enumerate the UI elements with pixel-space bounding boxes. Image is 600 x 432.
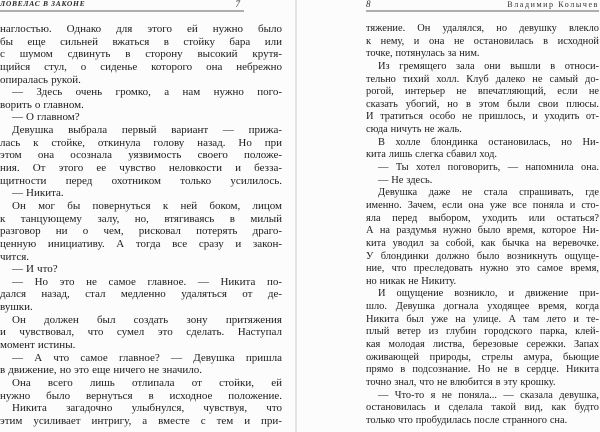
text-line: Он мог бы повернуться к ней боком, лицом bbox=[12, 199, 282, 212]
text-line: — Что-то я не поняла... — сказала девушка, bbox=[378, 389, 599, 401]
text-line: дался назад, стал медленно удаляться от де- bbox=[0, 288, 282, 301]
right-running-head bbox=[366, 0, 599, 10]
text-line: Он должен был создать зону притяжения bbox=[12, 313, 282, 326]
text-line: разговор ни о чем, рисковал потерять драго- bbox=[0, 225, 282, 238]
text-line: чится. bbox=[0, 250, 30, 263]
text-line: И тратиться особо не пришлось, и уходить от- bbox=[366, 111, 599, 123]
text-line: сказать убогий, но в этом были свои плюсы. bbox=[366, 98, 599, 110]
text-line: прямо в подсознание. Но не в сердце. Никита bbox=[366, 364, 599, 376]
text-line: — Не здесь. bbox=[378, 174, 433, 186]
text-line: ния. От этого ее чувство неловкости и безза- bbox=[0, 162, 282, 175]
right-text-column bbox=[366, 23, 599, 428]
text-line: Никита был уже на улице. А там лето и те- bbox=[366, 313, 599, 325]
text-line: но никак не Никиту. bbox=[366, 275, 457, 287]
text-line: щийся стул, о сиденье которого она небрежно bbox=[0, 60, 282, 73]
text-line: оживающей природы, стрелы амура, бьющие bbox=[366, 351, 599, 363]
text-line: рогой, интерьер не впечатляющий, если не bbox=[366, 86, 599, 98]
text-line: Девушка выбрала первый вариант — прижа- bbox=[12, 124, 282, 137]
header-rule bbox=[366, 10, 599, 12]
text-line: кая молодая листва, березовые сережки. Запах bbox=[366, 339, 599, 351]
author-name: Владимир Колычев bbox=[507, 0, 599, 9]
left-running-head bbox=[0, 0, 244, 10]
text-line: ние, что преследовать нужно это самое время, bbox=[366, 263, 599, 275]
text-line: ценную инициативу. А тогда все сразу и закон- bbox=[0, 237, 282, 250]
text-line: яла перед выбором, уходить или остаться? bbox=[366, 212, 599, 224]
text-line: и чувствовал, что сумел это сделать. Наступал bbox=[0, 326, 282, 339]
book-title: ЛОВЕЛАС В ЗАКОНЕ bbox=[0, 0, 86, 8]
left-page bbox=[0, 0, 295, 432]
text-line: — А что самое главное? — Девушка пришла bbox=[12, 351, 282, 364]
text-line: — Но это не самое главное. — Никита по- bbox=[12, 275, 282, 288]
text-line: Она всего лишь отлипала от стойки, ей bbox=[12, 376, 282, 389]
text-line: этим усиливает интригу, а вместе с тем и при- bbox=[0, 414, 282, 427]
text-line: сюда ничуть не жаль. bbox=[366, 124, 462, 136]
text-line: кита уводил за собой, как бычка на веревочке. bbox=[366, 237, 599, 249]
page-number-left: 7 bbox=[235, 0, 240, 9]
text-line: — О главном? bbox=[12, 111, 80, 124]
text-line: с шумом сдвинуть в сторону высокий крутя- bbox=[0, 48, 282, 61]
text-line: шло. Девушка догнала уходящее время, когда bbox=[366, 301, 599, 313]
text-line: к танцующему залу, но, втягиваясь в милый bbox=[0, 212, 282, 225]
text-line: в движение, но это еще ничего не значило. bbox=[0, 364, 202, 377]
text-line: момент истины. bbox=[0, 339, 76, 352]
text-line: вушки. bbox=[0, 301, 33, 314]
text-line: ворить о главном. bbox=[0, 98, 84, 111]
text-line: к нему, и она не остановилась в исходной bbox=[366, 35, 599, 47]
text-line: опиралась рукой. bbox=[0, 73, 81, 86]
text-line: И ощущение возникло, и движение при- bbox=[378, 288, 599, 300]
text-line: нужно было вернуться в исходное положение. bbox=[0, 389, 282, 402]
text-line: плый ветер из глубин городского парка, клей- bbox=[366, 326, 599, 338]
text-line: — Ты хотел поговорить, — напомнила она. bbox=[378, 162, 599, 174]
text-line: тяжение. Он удалялся, но девушку влекло bbox=[366, 23, 599, 34]
text-line: В холле блондинка остановилась, но Ни- bbox=[378, 136, 599, 148]
text-line: лась к стойке, откинула голову назад. Но при bbox=[0, 136, 282, 149]
text-line: бы еще сильней вжаться в стойку бара или bbox=[0, 35, 282, 48]
left-text-column bbox=[0, 23, 282, 428]
text-line: А на раздумья нужно было время, которое Ни- bbox=[366, 225, 599, 237]
text-line: наглостью. Однако для этого ей нужно было bbox=[0, 23, 282, 35]
text-line: только что пробудилась после странного сна. bbox=[366, 414, 568, 426]
text-line: — Здесь очень громко, а нам нужно пого- bbox=[12, 86, 282, 99]
page-number-right: 8 bbox=[366, 0, 371, 9]
text-line: Никита загадочно улыбнулся, чувствуя, что bbox=[12, 402, 282, 415]
text-line: Из гремящего зала они вышли в относи- bbox=[378, 60, 599, 72]
text-line: кита лишь слегка сбавил ход. bbox=[366, 149, 498, 161]
text-line: точно знал, что не влюбится в эту крошку. bbox=[366, 376, 556, 388]
right-page bbox=[296, 0, 600, 432]
text-line: — И что? bbox=[12, 263, 58, 276]
text-line: остановилась и сделала такой вид, как будто bbox=[366, 402, 599, 414]
header-rule bbox=[0, 10, 244, 12]
text-line: — Никита. bbox=[12, 187, 64, 200]
text-line: точке, потянулась за ним. bbox=[366, 48, 480, 60]
text-line: Девушка даже не стала спрашивать, где bbox=[378, 187, 599, 199]
text-line: щитности перед охотником только усилилось. bbox=[0, 174, 282, 187]
text-line: этом она осознала уязвимость своего положе- bbox=[0, 149, 282, 162]
text-line: У блондинки должно было возникнуть ощуще- bbox=[366, 250, 599, 262]
text-line: тельно тихий холл. Клуб далеко не самый до- bbox=[366, 73, 599, 85]
text-line: именно. Зачем, если она уже все поняла и сто- bbox=[366, 199, 599, 211]
